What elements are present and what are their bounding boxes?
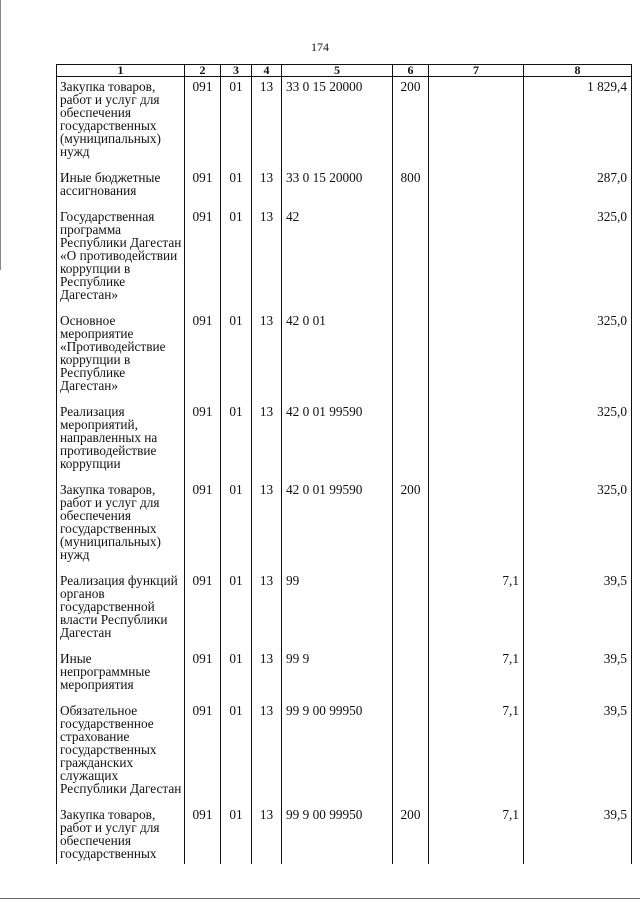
column-7-value-cell: 7,1: [429, 701, 524, 805]
item-name-cell: Основное мероприятие «Противодействие коррупции в Республике Дагестан»: [57, 311, 185, 402]
subsection-code-cell: 13: [252, 207, 282, 311]
ministry-code-cell: 091: [185, 77, 221, 169]
amount-cell: 325,0: [524, 311, 632, 402]
amount-cell: 325,0: [524, 480, 632, 571]
section-code-cell: 01: [221, 805, 252, 864]
amount-cell: 1 829,4: [524, 77, 632, 169]
amount-cell: 39,5: [524, 805, 632, 864]
column-header: 3: [221, 65, 252, 77]
target-article-cell: 99 9 00 99950: [282, 701, 393, 805]
expense-type-cell: [393, 571, 429, 649]
bottom-scan-rule: [0, 898, 640, 899]
column-header: 2: [185, 65, 221, 77]
column-7-value-cell: [429, 168, 524, 207]
expense-type-cell: [393, 649, 429, 701]
ministry-code-cell: 091: [185, 480, 221, 571]
column-7-value-cell: [429, 480, 524, 571]
table-row: [57, 701, 632, 805]
column-header: 7: [429, 65, 524, 77]
item-name-cell: Закупка товаров, работ и услуг для обеспечения государственных (муниципальных) нужд: [57, 77, 185, 169]
item-name-cell: Иные непрограммные мероприятия: [57, 649, 185, 701]
item-name-cell: Реализация функций органов государственной власти Республики Дагестан: [57, 571, 185, 649]
ministry-code-cell: 091: [185, 571, 221, 649]
section-code-cell: 01: [221, 480, 252, 571]
amount-cell: 325,0: [524, 402, 632, 480]
column-7-value-cell: [429, 402, 524, 480]
ministry-code-cell: 091: [185, 805, 221, 864]
amount-cell: 39,5: [524, 571, 632, 649]
section-code-cell: 01: [221, 402, 252, 480]
column-7-value-cell: 7,1: [429, 571, 524, 649]
subsection-code-cell: 13: [252, 805, 282, 864]
target-article-cell: 99 9: [282, 649, 393, 701]
amount-cell: 325,0: [524, 207, 632, 311]
column-7-value-cell: [429, 77, 524, 169]
column-header: 8: [524, 65, 632, 77]
expense-type-cell: 800: [393, 168, 429, 207]
target-article-cell: 42: [282, 207, 393, 311]
item-name-cell: Закупка товаров, работ и услуг для обеспечения государственных: [57, 805, 185, 864]
column-7-value-cell: 7,1: [429, 805, 524, 864]
amount-cell: 39,5: [524, 701, 632, 805]
section-code-cell: 01: [221, 168, 252, 207]
section-code-cell: 01: [221, 701, 252, 805]
ministry-code-cell: 091: [185, 311, 221, 402]
table-row: [57, 805, 632, 864]
expense-type-cell: [393, 311, 429, 402]
subsection-code-cell: 13: [252, 649, 282, 701]
expense-type-cell: 200: [393, 77, 429, 169]
amount-cell: 39,5: [524, 649, 632, 701]
target-article-cell: 33 0 15 20000: [282, 168, 393, 207]
page-number: 174: [311, 40, 329, 54]
column-7-value-cell: [429, 207, 524, 311]
column-7-value-cell: [429, 311, 524, 402]
subsection-code-cell: 13: [252, 402, 282, 480]
table-row: [57, 168, 632, 207]
ministry-code-cell: 091: [185, 168, 221, 207]
expense-type-cell: [393, 402, 429, 480]
column-header: 5: [282, 65, 393, 77]
column-7-value-cell: 7,1: [429, 649, 524, 701]
target-article-cell: 42 0 01 99590: [282, 480, 393, 571]
column-header: 1: [57, 65, 185, 77]
target-article-cell: 42 0 01: [282, 311, 393, 402]
target-article-cell: 42 0 01 99590: [282, 402, 393, 480]
amount-cell: 287,0: [524, 168, 632, 207]
table-row: [57, 311, 632, 402]
ministry-code-cell: 091: [185, 207, 221, 311]
subsection-code-cell: 13: [252, 77, 282, 169]
budget-table: [56, 64, 632, 864]
expense-type-cell: [393, 701, 429, 805]
target-article-cell: 99: [282, 571, 393, 649]
ministry-code-cell: 091: [185, 701, 221, 805]
section-code-cell: 01: [221, 649, 252, 701]
item-name-cell: Обязательное государственное страхование государственных гражданских служащих Республики Дагестан: [57, 701, 185, 805]
section-code-cell: 01: [221, 311, 252, 402]
section-code-cell: 01: [221, 207, 252, 311]
item-name-cell: Закупка товаров, работ и услуг для обеспечения государственных (муниципальных) нужд: [57, 480, 185, 571]
subsection-code-cell: 13: [252, 311, 282, 402]
section-code-cell: 01: [221, 571, 252, 649]
subsection-code-cell: 13: [252, 480, 282, 571]
subsection-code-cell: 13: [252, 168, 282, 207]
table-row: [57, 77, 632, 169]
table-row: [57, 402, 632, 480]
item-name-cell: Иные бюджетные ассигнования: [57, 168, 185, 207]
item-name-cell: Государственная программа Республики Дагестан «О противодействии коррупции в Республике Дагестан»: [57, 207, 185, 311]
ministry-code-cell: 091: [185, 402, 221, 480]
expense-type-cell: 200: [393, 805, 429, 864]
section-code-cell: 01: [221, 77, 252, 169]
table-row: [57, 649, 632, 701]
subsection-code-cell: 13: [252, 701, 282, 805]
column-header: 4: [252, 65, 282, 77]
expense-type-cell: 200: [393, 480, 429, 571]
table-row: [57, 571, 632, 649]
table-row: [57, 207, 632, 311]
ministry-code-cell: 091: [185, 649, 221, 701]
item-name-cell: Реализация мероприятий, направленных на противодействие коррупции: [57, 402, 185, 480]
target-article-cell: 33 0 15 20000: [282, 77, 393, 169]
header-row: [57, 65, 632, 77]
column-header: 6: [393, 65, 429, 77]
expense-type-cell: [393, 207, 429, 311]
target-article-cell: 99 9 00 99950: [282, 805, 393, 864]
subsection-code-cell: 13: [252, 571, 282, 649]
table-row: [57, 480, 632, 571]
